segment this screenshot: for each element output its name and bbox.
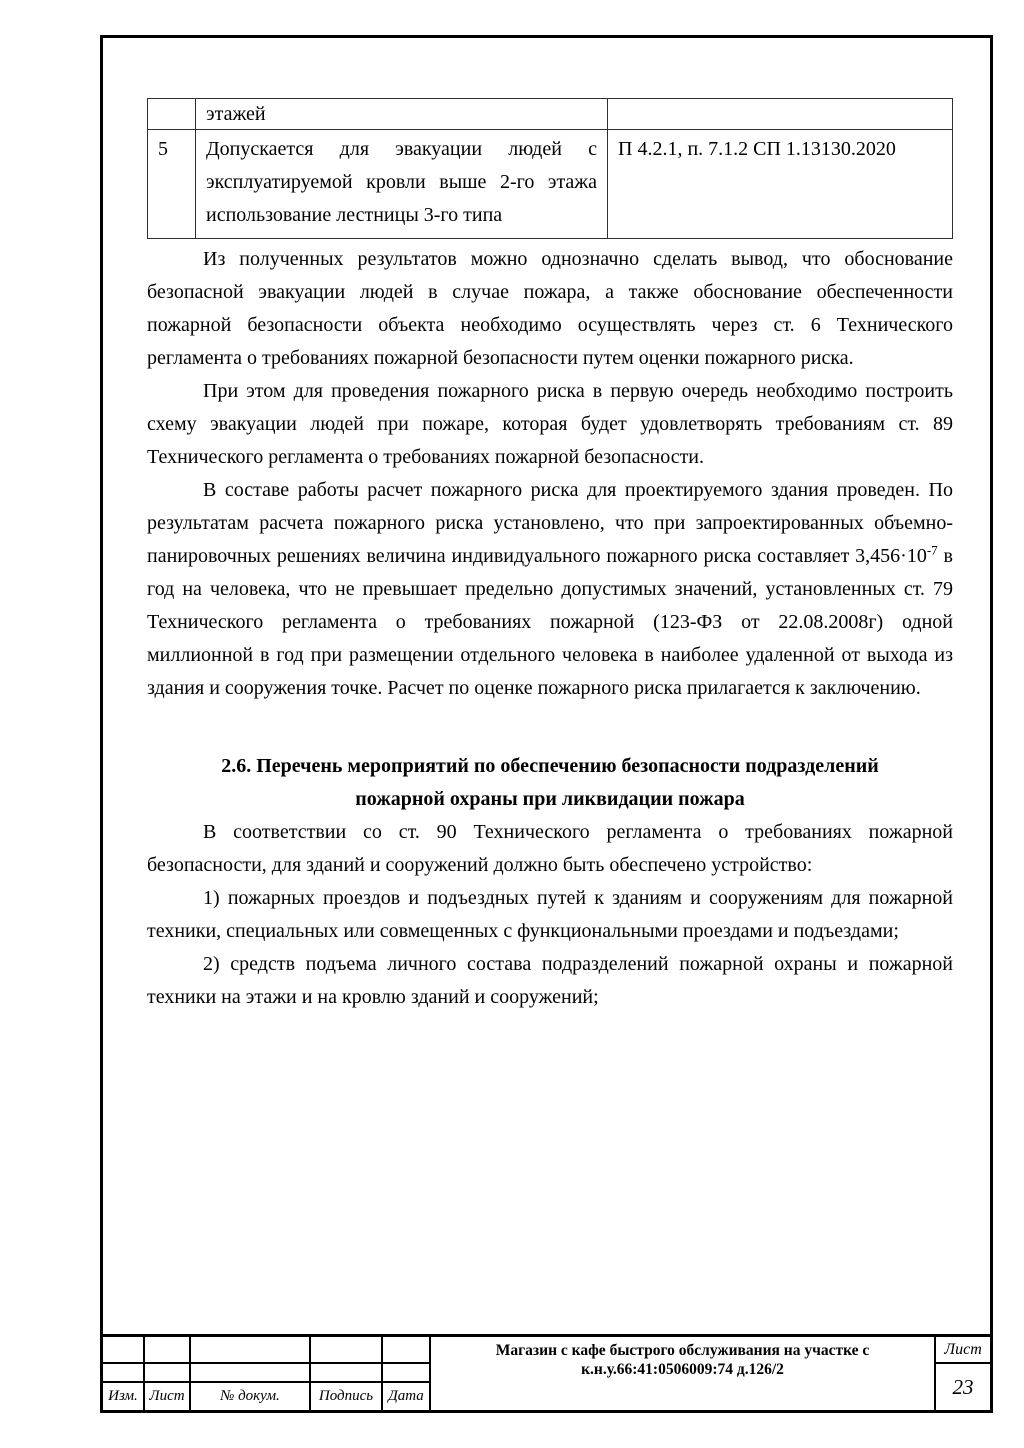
table-cell-number [148, 99, 196, 130]
stamp-cell-empty [145, 1364, 191, 1383]
table-row [148, 130, 953, 239]
stamp-cell-empty [383, 1364, 431, 1383]
table-cell-text: Допускается для эвакуации людей с эксплуатируемой кровли выше 2-го этажа использование лестницы 3-го типа [196, 130, 608, 239]
stamp-cell-empty [191, 1364, 311, 1383]
paragraph-risk-calculation [147, 474, 953, 705]
stamp-cell-empty [311, 1337, 383, 1364]
page-frame [100, 35, 993, 1413]
section-heading-line2: пожарной охраны при ликвидации пожара [355, 788, 745, 810]
stamp-label-podpis: Подпись [311, 1383, 383, 1410]
title-block [100, 1334, 993, 1413]
stamp-label-dokum: № докум. [191, 1383, 311, 1410]
paragraph-conclusion: Из полученных результатов можно однозначно сделать вывод, что обоснование безопасной эвакуации людей в случае пожара, а также обоснование обеспеченности пожарной безопасности объекта необходимо осуществлять через ст. 6 Технического регламента о требованиях пожарной безопасности путем оценки пожарного риска. [147, 248, 953, 369]
table-cell-reference: П 4.2.1, п. 7.1.2 СП 1.13130.2020 [608, 130, 953, 239]
revision-stamp-grid [103, 1337, 431, 1410]
section-heading-line1: 2.6. Перечень мероприятий по обеспечению безопасности подразделений [221, 755, 879, 777]
list-item-1: 1) пожарных проездов и подъездных путей к зданиям и сооружениям для пожарной техники, специальных или совмещенных с функциональными проездами и подъездами; [147, 887, 953, 942]
risk-text-after-exponent: в год на человека, что не превышает предельно допустимых значений, установленных ст. 79 Технического регламента о требованиях пожарной (123-ФЗ от 22.08.2008г) одной миллионной в год при размещении отдельного человека в наиболее удаленной от выхода из здания и сооружения точке. Расчет по оценке пожарного риска прилагается к заключению. [147, 545, 953, 699]
section-heading [147, 750, 953, 816]
stamp-cell-empty [103, 1364, 145, 1383]
stamp-label-data: Дата [383, 1383, 431, 1410]
table-cell-text: этажей [196, 99, 608, 130]
stamp-cell-empty [145, 1337, 191, 1364]
paragraph-article90: В соответствии со ст. 90 Технического регламента о требованиях пожарной безопасности, для зданий и сооружений должно быть обеспечено устройство: [147, 821, 953, 876]
stamp-label-list: Лист [145, 1383, 191, 1410]
stamp-cell-empty [191, 1337, 311, 1364]
stamp-label-izm: Изм. [103, 1383, 145, 1410]
stamp-cell-empty [311, 1364, 383, 1383]
table-cell-number: 5 [148, 130, 196, 239]
project-title: Магазин с кафе быстрого обслуживания на участке с к.н.у.66:41:0506009:74 д.126/2 [431, 1337, 936, 1410]
stamp-cell-empty [103, 1337, 145, 1364]
stamp-cell-empty [383, 1337, 431, 1364]
table-cell-reference [608, 99, 953, 130]
risk-exponent: -7 [926, 542, 938, 558]
paragraph-evacuation-scheme: При этом для проведения пожарного риска в первую очередь необходимо построить схему эвакуации людей при пожаре, которая будет удовлетворять требованиям ст. 89 Технического регламента о требованиях пожарной безопасности. [147, 380, 953, 468]
sheet-number: 23 [952, 1374, 974, 1399]
sheet-cell [936, 1337, 990, 1410]
risk-text-before-exponent: В составе работы расчет пожарного риска для проектируемого здания проведен. По результатам расчета пожарного риска установлено, что при запроектированных объемно-панировочных решениях величина индивидуального пожарного риска составляет 3,456·10 [147, 479, 953, 567]
sheet-label: Лист [936, 1337, 990, 1364]
compliance-table [147, 98, 953, 239]
page-content [147, 98, 953, 1014]
table-row [148, 99, 953, 130]
list-item-2: 2) средств подъема личного состава подразделений пожарной охраны и пожарной техники на этажи и на кровлю зданий и сооружений; [147, 953, 953, 1008]
